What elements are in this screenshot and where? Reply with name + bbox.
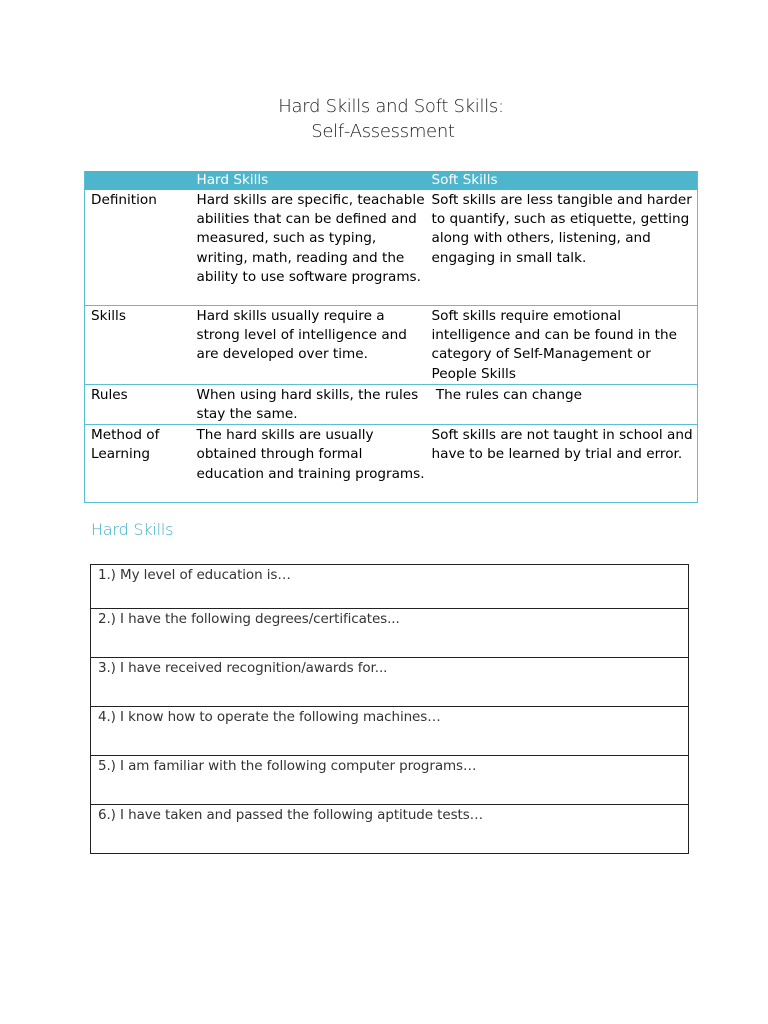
table-row: [85, 306, 698, 385]
table-row: [85, 425, 698, 503]
hard-skills-heading: Hard Skills: [91, 520, 174, 539]
question-field[interactable]: 6.) I have taken and passed the following aptitude tests…: [91, 805, 689, 854]
question-field[interactable]: 2.) I have the following degrees/certificates...: [91, 609, 689, 658]
question-field[interactable]: 5.) I am familiar with the following computer programs…: [91, 756, 689, 805]
header-hard-skills: Hard Skills: [191, 171, 426, 190]
header-cell-empty: [85, 171, 191, 190]
soft-skills-cell: The rules can change: [426, 384, 698, 424]
header-soft-skills: Soft Skills: [426, 171, 698, 190]
question-field[interactable]: 3.) I have received recognition/awards for...: [91, 658, 689, 707]
soft-skills-cell: Soft skills are not taught in school and have to be learned by trial and error.: [426, 425, 698, 503]
soft-skills-cell: Soft skills are less tangible and harder to quantify, such as etiquette, getting along with others, listening, and engaging in small talk.: [426, 190, 698, 306]
question-row: [91, 805, 689, 854]
title-line-2: Self-Assessment: [311, 121, 455, 142]
row-label: Method of Learning: [85, 425, 191, 503]
table-row: [85, 384, 698, 424]
hard-skills-cell: Hard skills usually require a strong level of intelligence and are developed over time.: [191, 306, 426, 385]
title-line-1: Hard Skills and Soft Skills:: [278, 96, 504, 117]
row-label: Definition: [85, 190, 191, 306]
skills-comparison-table: [84, 171, 698, 503]
hard-skills-cell: The hard skills are usually obtained through formal education and training programs.: [191, 425, 426, 503]
hard-skills-cell: Hard skills are specific, teachable abilities that can be defined and measured, such as typing, writing, math, reading and the ability to use software programs.: [191, 190, 426, 306]
hard-skills-cell: When using hard skills, the rules stay the same.: [191, 384, 426, 424]
question-field[interactable]: 1.) My level of education is…: [91, 565, 689, 609]
soft-skills-cell: Soft skills require emotional intelligence and can be found in the category of Self-Management or People Skills: [426, 306, 698, 385]
row-label: Rules: [85, 384, 191, 424]
question-row: [91, 609, 689, 658]
self-assessment-questions: [90, 564, 689, 854]
table-header-row: [85, 171, 698, 190]
question-row: [91, 565, 689, 609]
document-title: [0, 94, 768, 144]
table-row: [85, 190, 698, 306]
question-row: [91, 707, 689, 756]
question-field[interactable]: 4.) I know how to operate the following machines…: [91, 707, 689, 756]
row-label: Skills: [85, 306, 191, 385]
question-row: [91, 658, 689, 707]
question-row: [91, 756, 689, 805]
